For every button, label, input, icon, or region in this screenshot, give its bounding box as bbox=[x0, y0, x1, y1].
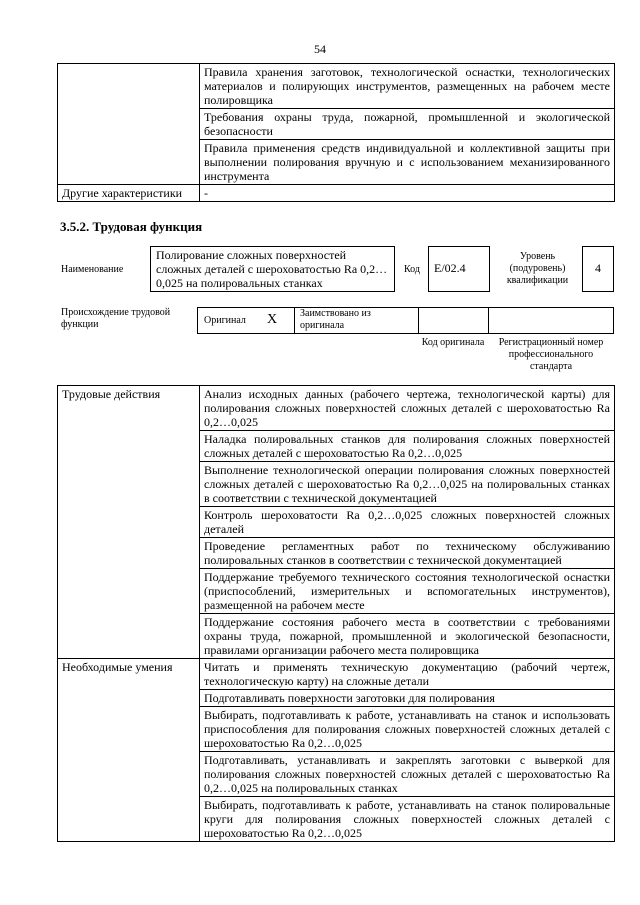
origin-label: Происхождение трудовой функции bbox=[61, 307, 171, 330]
table-row bbox=[58, 386, 615, 431]
table-row bbox=[58, 185, 615, 202]
labor-action-item: Проведение регламентных работ по техническому обслуживанию полировальных станков в соответствии с технической документацией bbox=[200, 538, 615, 569]
labor-action-item: Контроль шероховатости Ra 0,2…0,025 сложных поверхностей сложных деталей bbox=[200, 507, 615, 538]
labor-actions-label: Трудовые действия bbox=[58, 386, 200, 659]
top-table bbox=[57, 63, 615, 202]
skill-item: Подготавливать поверхности заготовки для полирования bbox=[200, 690, 615, 707]
required-skills-label: Необходимые умения bbox=[58, 659, 200, 842]
skill-item: Подготавливать, устанавливать и закреплять заготовки с выверкой для полирования сложных поверхностей сложных деталей с шероховатостью Ra 0,2…0,025 на полировальных станках bbox=[200, 752, 615, 797]
function-name-box: Полирование сложных поверхностей сложных деталей с шероховатостью Ra 0,2…0,025 на полировальных станках bbox=[150, 246, 395, 292]
top-table-cell: Правила хранения заготовок, технологической оснастки, технологических материалов и полирующих инструментов, размещенных на рабочем месте полировщика bbox=[200, 64, 615, 109]
divider bbox=[488, 307, 489, 334]
labor-action-item: Поддержание состояния рабочего места в соответствии с требованиями охраны труда, пожарной, промышленной и экологической безопасности, правилами организации рабочего места полировщика bbox=[200, 614, 615, 659]
labor-action-item: Поддержание требуемого технического состояния технологической оснастки (приспособлений, измерительных и вспомогательных инструментов), размещенной на рабочем месте bbox=[200, 569, 615, 614]
borrowed-label: Заимствовано из оригинала bbox=[300, 308, 371, 331]
divider bbox=[294, 307, 295, 334]
code-box: E/02.4 bbox=[428, 246, 490, 292]
level-label: Уровень (подуровень) квалификации bbox=[506, 251, 569, 286]
table-row bbox=[58, 659, 615, 690]
divider bbox=[418, 307, 419, 334]
other-characteristics-value: - bbox=[200, 185, 615, 202]
skill-item: Читать и применять техническую документацию (рабочий чертеж, технологическую карту) на сложные детали bbox=[200, 659, 615, 690]
main-table bbox=[57, 385, 615, 842]
skill-item: Выбирать, подготавливать к работе, устанавливать на станок и использовать приспособления для полирования сложных поверхностей сложных деталей с шероховатостью Ra 0,2…0,025 bbox=[200, 707, 615, 752]
page-number: 54 bbox=[314, 42, 326, 56]
labor-action-item: Анализ исходных данных (рабочего чертежа, технологической карты) для полирования сложных поверхностей сложных деталей с шероховатостью Ra 0,2…0,025 bbox=[200, 386, 615, 431]
top-table-left-cell bbox=[58, 64, 200, 185]
code-original-caption: Код оригинала bbox=[421, 337, 485, 348]
top-table-cell: Правила применения средств индивидуальной и коллективной защиты при выполнении полирования вручную и с использованием механизированного инструмента bbox=[200, 140, 615, 185]
name-label: Наименование bbox=[61, 264, 124, 275]
original-label: Оригинал bbox=[204, 315, 246, 326]
labor-action-item: Выполнение технологической операции полирования сложных поверхностей сложных деталей с шероховатостью Ra 0,2…0,025 на полировальных станках в соответствии с технической документацией bbox=[200, 462, 615, 507]
top-table-cell: Требования охраны труда, пожарной, промышленной и экологической безопасности bbox=[200, 109, 615, 140]
original-mark: X bbox=[267, 312, 278, 327]
other-characteristics-label: Другие характеристики bbox=[58, 185, 200, 202]
reg-number-caption: Регистрационный номер профессионального стандарта bbox=[498, 337, 604, 372]
labor-action-item: Наладка полировальных станков для полирования сложных поверхностей сложных деталей с шероховатостью Ra 0,2…0,025 bbox=[200, 431, 615, 462]
level-box: 4 bbox=[582, 246, 614, 292]
section-title: 3.5.2. Трудовая функция bbox=[60, 219, 203, 234]
skill-item: Выбирать, подготавливать к работе, устанавливать на станок полировальные круги для полирования сложных поверхностей сложных деталей с шероховатостью Ra 0,2…0,025 bbox=[200, 797, 615, 842]
table-row bbox=[58, 64, 615, 109]
code-label: Код bbox=[404, 264, 420, 275]
